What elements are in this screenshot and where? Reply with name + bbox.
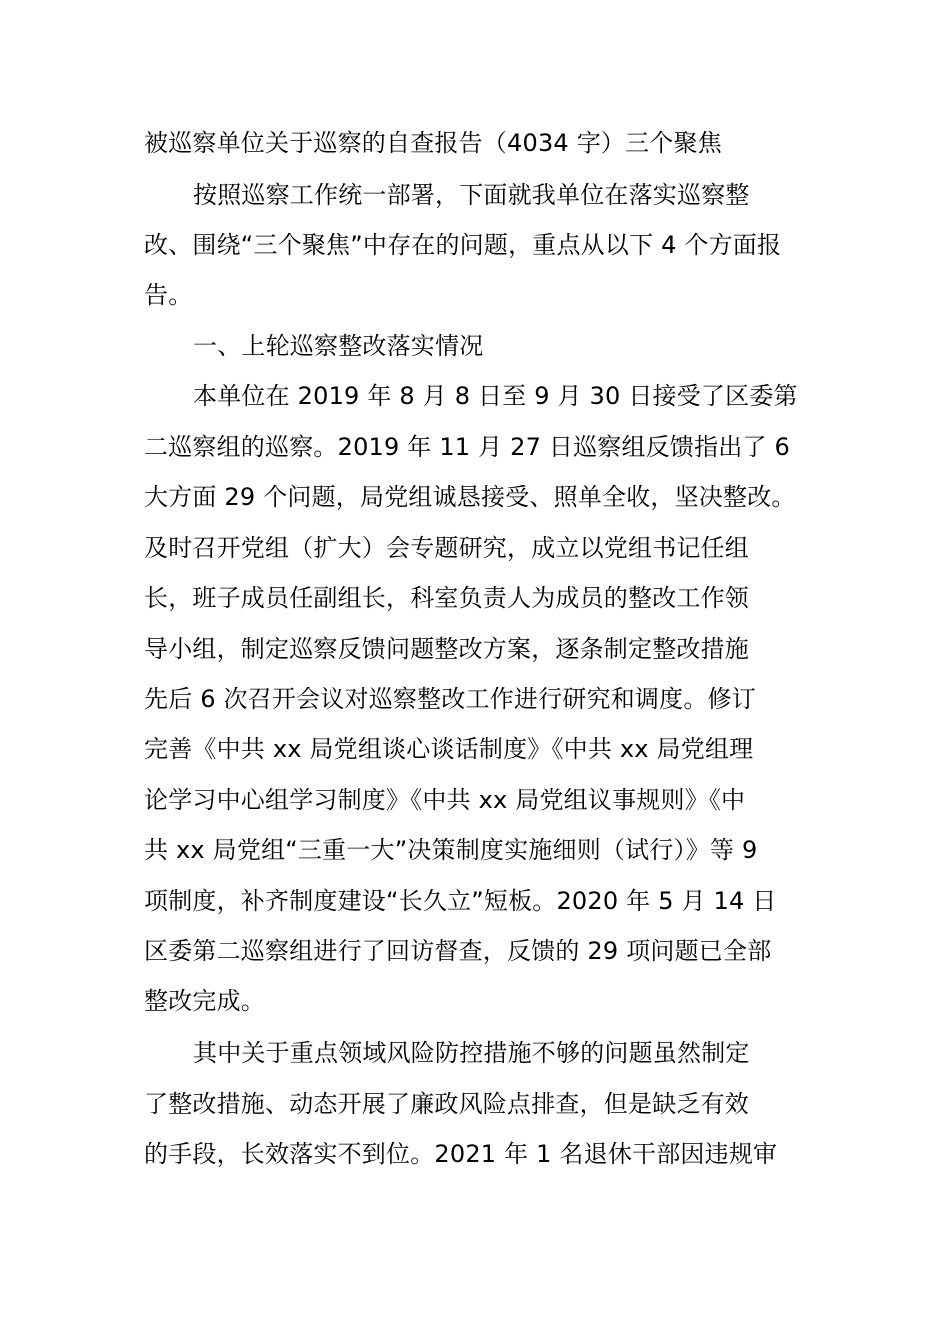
intro-line: 告。 xyxy=(144,281,193,309)
paragraph1-line: 项制度，补齐制度建设“长久立”短板。2020 年 5 月 14 日 xyxy=(144,887,777,915)
paragraph1-line: 二巡察组的巡察。2019 年 11 月 27 日巡察组反馈指出了 6 xyxy=(144,433,790,461)
paragraph2-line: 其中关于重点领域风险防控措施不够的问题虽然制定 xyxy=(193,1039,750,1067)
paragraph1-line: 完善《中共 xx 局党组谈心谈话制度》《中共 xx 局党组理 xyxy=(144,735,754,763)
document-title: 被巡察单位关于巡察的自查报告（4034 字）三个聚焦 xyxy=(144,129,722,157)
paragraph1-line: 先后 6 次召开会议对巡察整改工作进行研究和调度。修订 xyxy=(144,685,756,713)
paragraph1-line: 本单位在 2019 年 8 月 8 日至 9 月 30 日接受了区委第 xyxy=(193,382,798,410)
section-heading: 一、上轮巡察整改落实情况 xyxy=(193,332,484,360)
paragraph1-line: 区委第二巡察组进行了回访督查，反馈的 29 项问题已全部 xyxy=(144,937,772,965)
intro-line: 改、围绕“三个聚焦”中存在的问题，重点从以下 4 个方面报 xyxy=(144,231,782,259)
paragraph1-line: 及时召开党组（扩大）会专题研究，成立以党组书记任组 xyxy=(144,534,749,562)
intro-line: 按照巡察工作统一部署，下面就我单位在落实巡察整 xyxy=(193,181,750,209)
paragraph1-line: 长，班子成员任副组长，科室负责人为成员的整改工作领 xyxy=(144,584,749,612)
paragraph1-line: 导小组，制定巡察反馈问题整改方案，逐条制定整改措施 xyxy=(144,635,749,663)
paragraph1-line: 整改完成。 xyxy=(144,987,265,1015)
paragraph2-line: 了整改措施、动态开展了廉政风险点排查，但是缺乏有效 xyxy=(144,1090,749,1118)
paragraph2-line: 的手段，长效落实不到位。2021 年 1 名退休干部因违规审 xyxy=(144,1140,778,1168)
paragraph1-line: 大方面 29 个问题，局党组诚恳接受、照单全收，坚决整改。 xyxy=(144,483,796,511)
paragraph1-line: 共 xx 局党组“三重一大”决策制度实施细则（试行）》等 9 xyxy=(144,836,758,864)
paragraph1-line: 论学习中心组学习制度》《中共 xx 局党组议事规则》《中 xyxy=(144,786,746,814)
